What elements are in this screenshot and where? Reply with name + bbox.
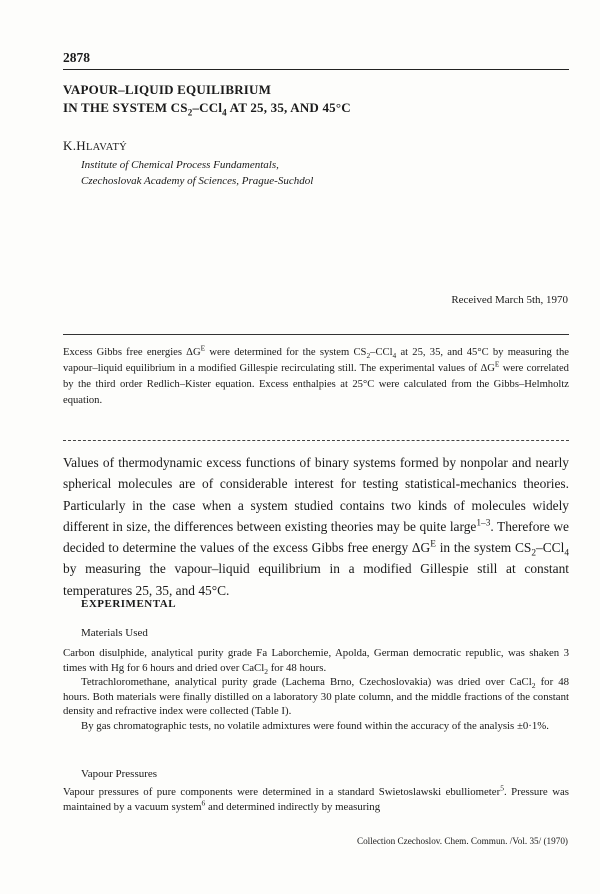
body-text: and determined indirectly by measuring: [205, 801, 381, 813]
title-text: –CCl: [192, 100, 223, 115]
intro-text: by measuring the vapour–liquid equilibrium in a modified Gillespie still at constant temperatures 25, 35, and 45°C.: [63, 561, 569, 598]
abstract-bottom-rule: [63, 440, 569, 441]
subsection-heading-vapour-pressures: Vapour Pressures: [81, 768, 158, 780]
vapour-pressures-paragraph: [63, 785, 569, 815]
materials-paragraph-2: [63, 675, 569, 719]
abstract-text: –CCl: [370, 347, 393, 358]
body-text: . Pressure was maintained by a vacuum system: [63, 786, 569, 813]
body-text: Carbon disulphide, analytical purity grade Fa Laborchemie, Apolda, German democratic republic, was shaken 3 times with Hg for 6 hours and dried over CaCl: [63, 647, 569, 674]
intro-text: . Therefore we decided to determine the values of the excess Gibbs free energy ΔG: [63, 518, 569, 556]
abstract-text: were determined for the system CS: [205, 347, 367, 358]
abstract: [63, 345, 569, 409]
subscript: 2: [187, 107, 193, 118]
title-text: IN THE SYSTEM CS: [63, 100, 188, 115]
abstract-top-rule: [63, 334, 569, 335]
title-text: AT 25, 35, AND 45°C: [226, 100, 351, 115]
page-number: 2878: [63, 50, 90, 65]
header-rule: [63, 69, 569, 70]
paper-title: [63, 81, 563, 117]
section-heading-experimental: EXPERIMENTAL: [81, 598, 177, 610]
subsection-heading-materials: Materials Used: [81, 627, 148, 639]
affiliation: [81, 157, 313, 189]
body-text: for 48 hours. Both materials were finally distilled on a laboratory 30 plate column, and the middle fractions of the constant density and refractive index were collected (Table I).: [63, 676, 569, 717]
reference-superscript: 1–3: [476, 518, 491, 529]
abstract-text: at 25, 35, and 45°C by measuring the vapour–liquid equilibrium in a modified Gillespie recirculating still. The experimental values of ΔG: [63, 347, 569, 374]
author-surname-rest: LAVATÝ: [85, 142, 128, 153]
superscript: E: [200, 343, 206, 353]
body-text: Tetrachloromethane, analytical purity grade (Lachema Brno, Czechoslovakia) was dried over CaCl: [81, 676, 532, 688]
subscript: 4: [564, 548, 569, 559]
superscript: E: [494, 359, 500, 369]
received-date: Received March 5th, 1970: [451, 294, 568, 306]
reference-superscript: 5: [500, 783, 504, 793]
author-initial: K.: [63, 138, 77, 153]
introduction-paragraph: [63, 452, 569, 601]
superscript: E: [430, 539, 436, 550]
affiliation-line-2: Czechoslovak Academy of Sciences, Prague-Suchdol: [81, 175, 314, 187]
intro-text: Values of thermodynamic excess functions of binary systems formed by nonpolar and nearly spherical molecules are of considerable interest for testing statistical-mechanics theories. Particularly in the case when a system studied contains two kinds of molecules widely different in size, the differences between existing theories may be quite large: [63, 455, 569, 534]
title-line-2: [63, 99, 563, 117]
materials-paragraph-1: [63, 646, 569, 675]
author-name: [63, 138, 127, 154]
author-surname-first: H: [76, 138, 86, 153]
subscript: 4: [222, 107, 227, 118]
subscript: 2: [531, 548, 537, 559]
affiliation-line-1: Institute of Chemical Process Fundamentals,: [81, 159, 279, 171]
reference-superscript: 6: [201, 798, 206, 808]
materials-paragraph-3: By gas chromatographic tests, no volatile admixtures were found within the accuracy of the analysis ±0·1%.: [81, 719, 549, 732]
body-text: Vapour pressures of pure components were determined in a standard Swietoslawski ebulliometer: [63, 786, 501, 798]
abstract-text: Excess Gibbs free energies ΔG: [63, 347, 201, 358]
materials-section: [63, 646, 569, 733]
intro-text: in the system CS: [435, 540, 532, 556]
subscript: 2: [531, 681, 536, 691]
subscript: 2: [264, 666, 268, 676]
subscript: 4: [392, 351, 397, 361]
abstract-text: were correlated by the third order Redlich–Kister equation. Excess enthalpies at 25°C were calculated from the Gibbs–Helmholtz equation.: [63, 363, 569, 406]
intro-text: –CCl: [536, 540, 565, 556]
title-line-1: VAPOUR–LIQUID EQUILIBRIUM: [63, 82, 272, 97]
journal-footer: Collection Czechoslov. Chem. Commun. /Vol. 35/ (1970): [356, 836, 568, 846]
subscript: 2: [366, 351, 371, 361]
body-text: for 48 hours.: [268, 661, 327, 674]
